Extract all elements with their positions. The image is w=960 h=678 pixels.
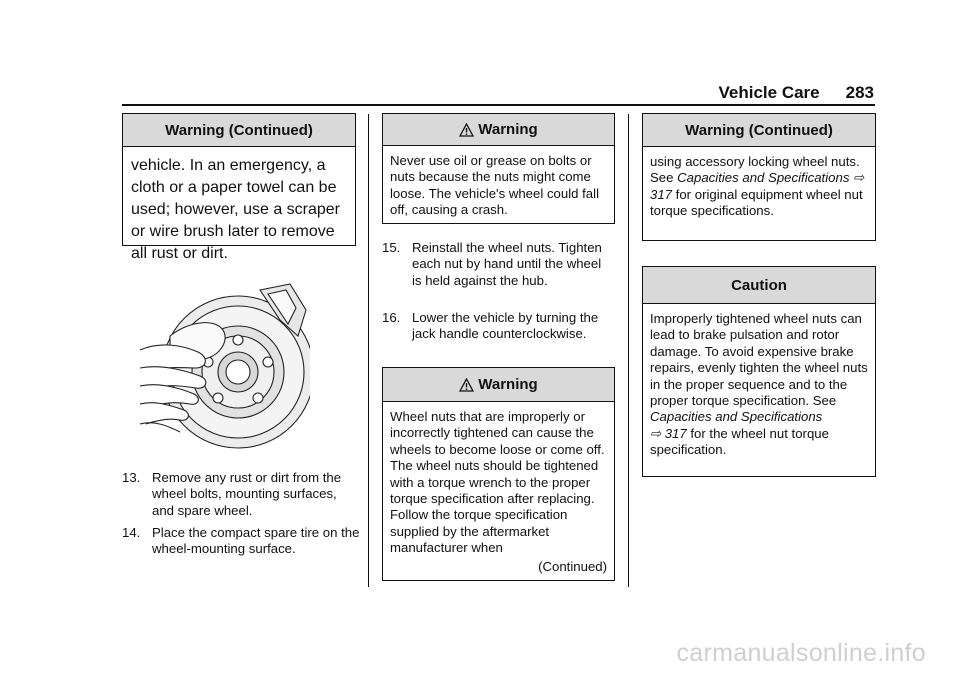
body-text: using accessory locking wheel nuts. See [650, 154, 860, 186]
body-text: for the wheel nut torque specification. [650, 425, 829, 458]
step-text: Lower the vehicle by turning the jack handle counterclockwise. [412, 310, 599, 342]
page-reference[interactable]: ⇨ 317 [650, 170, 865, 202]
warning-body: Never use oil or grease on bolts or nuts because the nuts might come loose. The vehicle's wheel could fall off, causing a crash. [390, 153, 599, 218]
body-text: for original equipment wheel nut torque specifications. [650, 186, 863, 219]
section-title: Vehicle Care [718, 83, 820, 102]
page-number: 283 [845, 83, 874, 102]
warning-triangle-icon [459, 123, 474, 137]
warning-continued-body: vehicle. In an emergency, a cloth or a paper towel can be used; however, use a scraper or wire brush later to remove all rust or dirt. [131, 157, 341, 262]
step-number: 13. [122, 470, 141, 485]
step-text: Place the compact spare tire on the wheel-mounting surface. [152, 525, 360, 557]
step-16 [382, 310, 614, 343]
header-rule [122, 104, 875, 106]
warning-continued-title: Warning (Continued) [123, 114, 355, 147]
step-14 [122, 525, 362, 558]
warning-continued-box-1 [122, 113, 356, 262]
continued-label: (Continued) [538, 558, 607, 574]
cross-reference-link[interactable]: Capacities and Specifications [677, 170, 850, 186]
step-15 [382, 240, 614, 289]
warning-title-text: Warning [478, 376, 538, 393]
warning-continued-body [643, 147, 875, 226]
step-number: 14. [122, 525, 141, 540]
warning-title [383, 114, 614, 146]
caution-title: Caution [643, 267, 875, 304]
watermark: carmanualsonline.info [676, 639, 926, 667]
caution-body [643, 304, 875, 465]
step-number: 16. [382, 310, 401, 325]
step-text: Reinstall the wheel nuts. Tighten each nut by hand until the wheel is held against the hub. [412, 240, 602, 288]
warning-continued-box-2 [642, 113, 876, 241]
page-reference[interactable]: ⇨ 317 [650, 425, 687, 441]
body-text: Improperly tightened wheel nuts can lead to brake pulsation and rotor damage. To avoid expensive brake repairs, evenly tighten the wheel nuts in the proper sequence and to the proper torque specification. See [650, 311, 868, 409]
wheel-hub-cleaning-illustration [140, 280, 310, 452]
header-section-title [719, 83, 875, 103]
warning-triangle-icon [459, 378, 474, 392]
warning-box-1 [382, 113, 615, 224]
column-divider-1 [368, 114, 369, 587]
warning-body: Wheel nuts that are improperly or incorrectly tightened can cause the wheels to become loose or come off. The wheel nuts should be tightened with a torque wrench to the proper torque specification after replacing. Follow the torque specification supplied by the aftermarket manufacturer when [390, 409, 605, 556]
warning-title [383, 368, 614, 402]
step-13 [122, 470, 362, 519]
step-number: 15. [382, 240, 401, 255]
caution-box [642, 266, 876, 477]
step-text: Remove any rust or dirt from the wheel bolts, mounting surfaces, and spare wheel. [152, 470, 342, 518]
column-divider-2 [628, 114, 629, 587]
warning-title-text: Warning [478, 121, 538, 138]
cross-reference-link[interactable]: Capacities and Specifications [650, 409, 823, 425]
warning-continued-title: Warning (Continued) [643, 114, 875, 147]
warning-box-2 [382, 367, 615, 581]
